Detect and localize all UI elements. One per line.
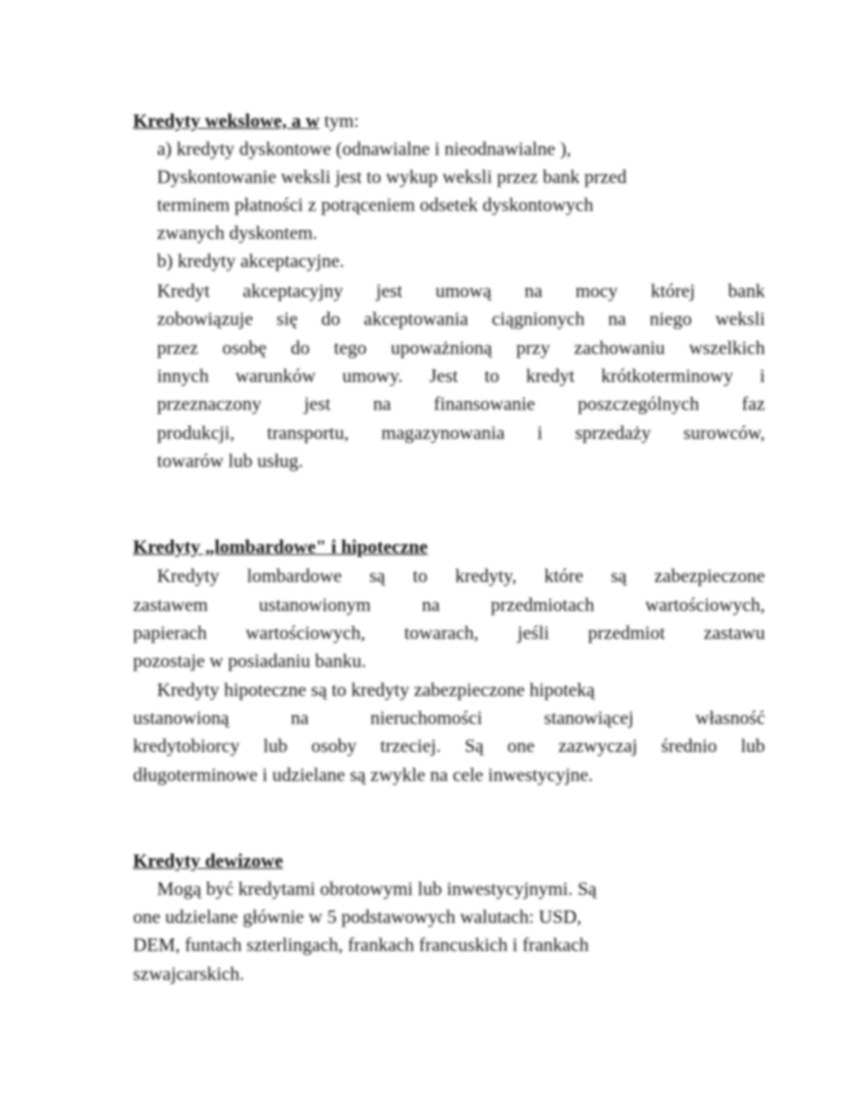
section-heading: Kredyty dewizowe [133, 851, 284, 872]
text-line: zastawem ustanowionym na przedmiotach wartościowych, [133, 595, 765, 616]
text-line: a) kredyty dyskontowe (odnawialne i nieodnawialne ), [157, 139, 572, 160]
text-line: pozostaje w posiadaniu banku. [133, 651, 367, 672]
section-heading [133, 111, 359, 133]
text-line: szwajcarskich. [133, 964, 245, 985]
text-line: zwanych dyskontem. [157, 223, 318, 244]
text-line: zobowiązuje się do akceptowania ciągnionych na niego weksli [157, 309, 765, 330]
text-line: terminem płatności z potrąceniem odsetek dyskontowych [157, 195, 594, 216]
text-line: one udzielane głównie w 5 podstawowych walutach: USD, [133, 907, 582, 928]
text-line: innych warunków umowy. Jest to kredyt krótkoterminowy i [157, 366, 765, 387]
text-line: produkcji, transportu, magazynowania i sprzedaży surowców, [157, 423, 765, 444]
text-line: papierach wartościowych, towarach, jeśli przedmiot zastawu [133, 623, 765, 644]
text-line: przez osobę do tego upoważnioną przy zachowaniu wszelkich [157, 338, 765, 359]
text-line: Dyskontowanie weksli jest to wykup weksli przez bank przed [157, 167, 627, 188]
heading-text: Kredyty wekslowe, a w [133, 111, 320, 132]
text-line: b) kredyty akceptacyjne. [157, 251, 345, 272]
text-line: Kredyty hipoteczne są to kredyty zabezpieczone hipoteką [157, 680, 595, 701]
text-line: Kredyt akceptacyjny jest umową na mocy której bank [157, 281, 765, 302]
text-line: długoterminowe i udzielane są zwykle na cele inwestycyjne. [133, 765, 594, 786]
text-line: Mogą być kredytami obrotowymi lub inwestycyjnymi. Są [157, 879, 597, 900]
text-line: ustanowioną na nieruchomości stanowiącej własność [133, 708, 765, 729]
section-heading: Kredyty „lombardowe" i hipoteczne [133, 537, 428, 558]
text-line: Kredyty lombardowe są to kredyty, które są zabezpieczone [157, 566, 765, 587]
text-line: przeznaczony jest na finansowanie poszczególnych faz [157, 394, 765, 415]
text-line: kredytobiorcy lub osoby trzeciej. Są one zazwyczaj średnio lub [133, 736, 765, 757]
heading-rest: tym: [319, 111, 360, 132]
text-line: towarów lub usług. [157, 451, 304, 472]
text-line: DEM, funtach szterlingach, frankach francuskich i frankach [133, 935, 589, 956]
